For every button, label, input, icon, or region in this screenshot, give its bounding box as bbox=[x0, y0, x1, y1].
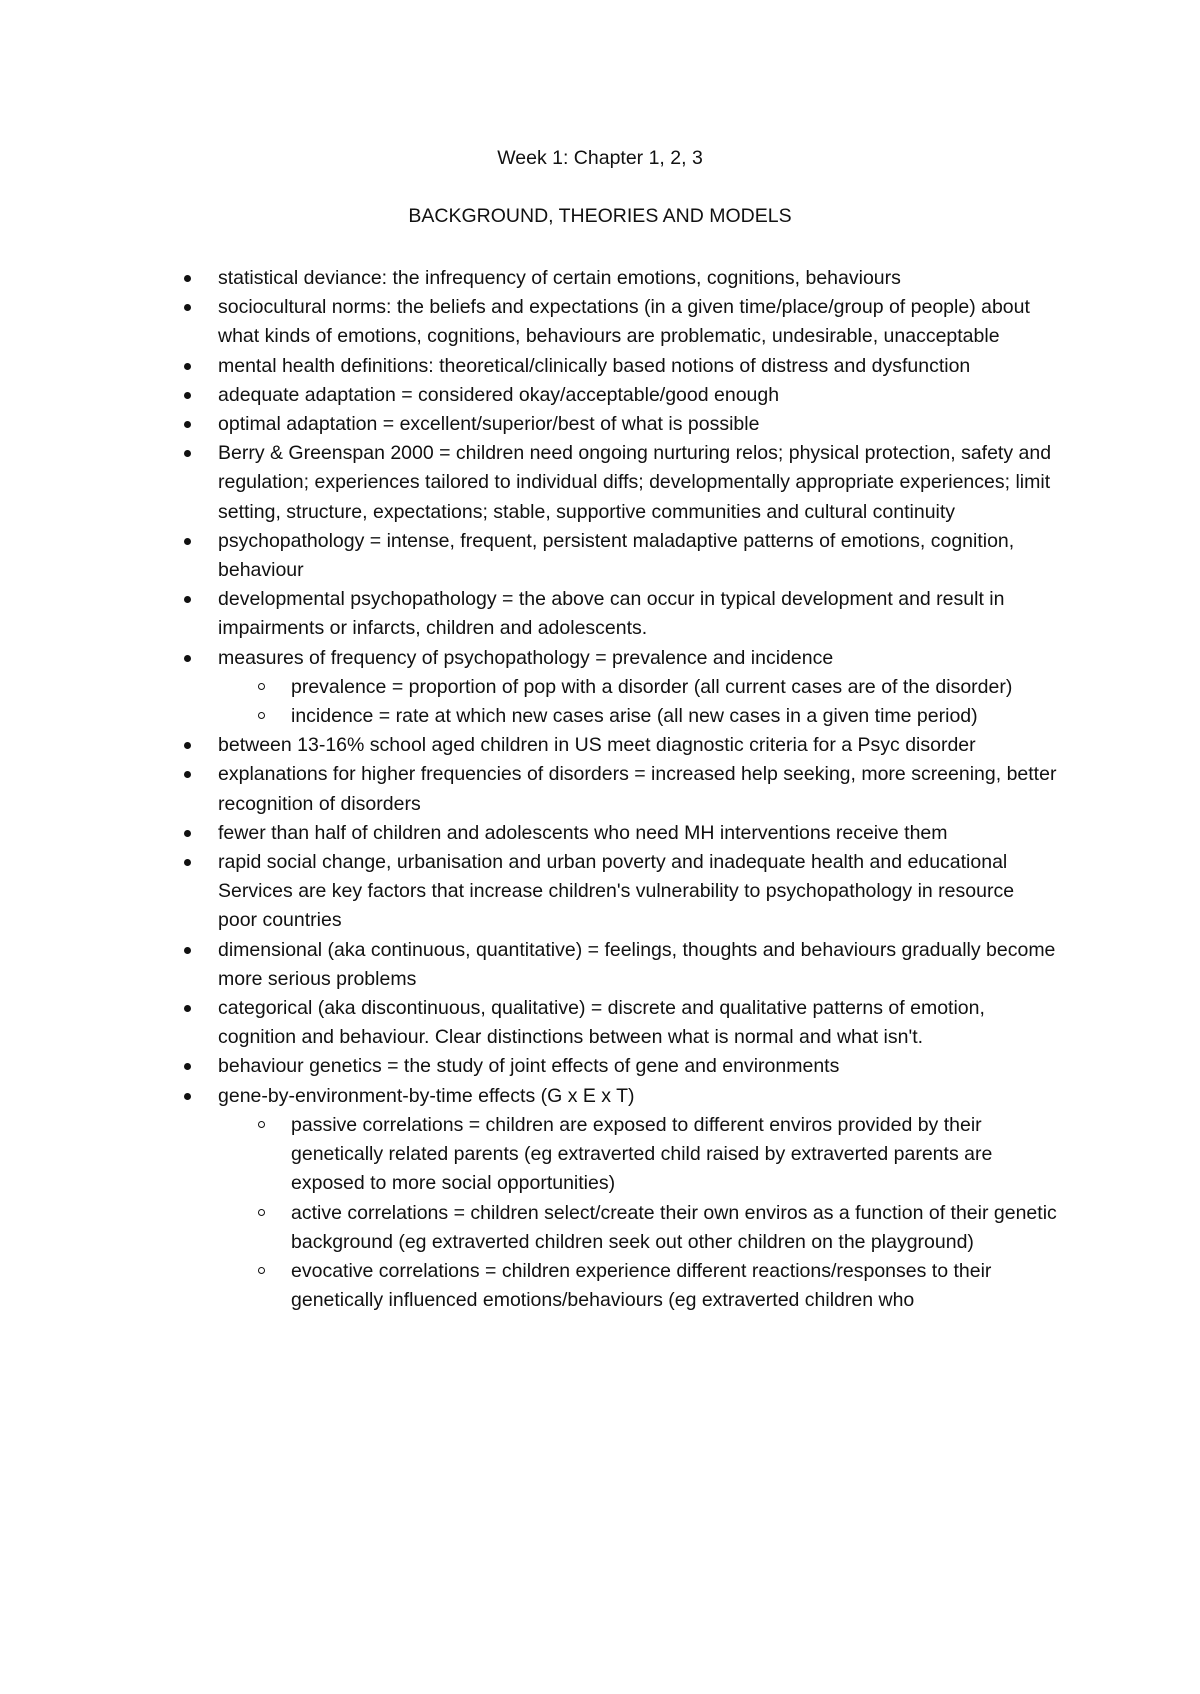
list-item-text: explanations for higher frequencies of disorders = increased help seeking, more screening, better recognition of disorders bbox=[218, 763, 1057, 815]
list-item-text: adequate adaptation = considered okay/acceptable/good enough bbox=[218, 383, 780, 406]
sub-list-item bbox=[291, 1111, 1058, 1199]
bullet-icon bbox=[184, 363, 191, 370]
list-item-text: statistical deviance: the infrequency of certain emotions, cognitions, behaviours bbox=[218, 267, 901, 289]
hollow-bullet-icon bbox=[258, 683, 265, 690]
list-item bbox=[218, 731, 1058, 760]
sub-list-item-text: active correlations = children select/create their own enviros as a function of their genetic background (eg extraverted children seek out other children on the playground) bbox=[291, 1201, 1057, 1253]
sub-list-item bbox=[291, 1199, 1058, 1257]
list-item-text: developmental psychopathology = the above can occur in typical development and result in impairments or infarcts, children and adolescents. bbox=[218, 588, 1005, 640]
bullet-icon bbox=[184, 392, 191, 399]
bullet-icon bbox=[184, 275, 191, 282]
bullet-icon bbox=[184, 830, 191, 837]
bullet-icon bbox=[184, 771, 191, 778]
bullet-icon bbox=[184, 450, 191, 457]
sub-list bbox=[218, 1111, 1058, 1315]
hollow-bullet-icon bbox=[258, 712, 265, 719]
list-item bbox=[218, 819, 1058, 848]
bullet-icon bbox=[184, 742, 191, 749]
list-item-text: psychopathology = intense, frequent, persistent maladaptive patterns of emotions, cognition, behaviour bbox=[218, 529, 1015, 582]
list-item bbox=[218, 936, 1058, 994]
list-item-text: Berry & Greenspan 2000 = children need ongoing nurturing relos; physical protection, safety and regulation; experiences tailored to individual diffs; developmentally appropriate experiences; limit setting, structure, expectations; stable, supportive communities and cultural continuity bbox=[218, 442, 1052, 523]
sub-list-item-text: evocative correlations = children experience different reactions/responses to their genetically influenced emotions/behaviours (eg extraverted children who bbox=[291, 1259, 992, 1312]
bullet-icon bbox=[184, 947, 191, 954]
list-item-text: optimal adaptation = excellent/superior/best of what is possible bbox=[218, 413, 760, 436]
list-item bbox=[218, 848, 1058, 936]
list-item bbox=[218, 264, 1058, 293]
sub-list-item bbox=[291, 702, 1058, 731]
bullet-list bbox=[0, 264, 1058, 1315]
list-item-text: dimensional (aka continuous, quantitative) = feelings, thoughts and behaviours gradually become more serious problems bbox=[218, 938, 1056, 990]
sub-list-item bbox=[291, 1257, 1058, 1315]
list-item-text: rapid social change, urbanisation and urban poverty and inadequate health and educational Services are key factors that increase children's vulnerability to psychopathology in resource poor countries bbox=[218, 851, 1015, 932]
bullet-icon bbox=[184, 655, 191, 662]
list-item bbox=[218, 410, 1058, 439]
list-item bbox=[218, 994, 1058, 1052]
sub-list-item-text: passive correlations = children are exposed to different enviros provided by their genetically related parents (eg extraverted child raised by extraverted parents are exposed to more social opportunities) bbox=[291, 1113, 993, 1195]
list-item-text: between 13-16% school aged children in US meet diagnostic criteria for a Psyc disorder bbox=[218, 734, 976, 757]
bullet-icon bbox=[184, 538, 191, 545]
list-item-text: gene-by-environment-by-time effects (G x E x T) bbox=[218, 1084, 635, 1107]
bullet-icon bbox=[184, 1063, 191, 1070]
list-item-text: sociocultural norms: the beliefs and expectations (in a given time/place/group of people) about what kinds of emotions, cognitions, behaviours are problematic, undesirable, unacceptable bbox=[218, 296, 1030, 348]
bullet-icon bbox=[184, 421, 191, 428]
list-item-text: mental health definitions: theoretical/clinically based notions of distress and dysfunction bbox=[218, 354, 971, 377]
notes-content bbox=[0, 264, 1200, 1315]
list-item-text: measures of frequency of psychopathology = prevalence and incidence bbox=[218, 646, 834, 669]
page-title: Week 1: Chapter 1, 2, 3 bbox=[497, 147, 703, 169]
list-item bbox=[218, 381, 1058, 410]
list-item bbox=[218, 352, 1058, 381]
list-item bbox=[218, 644, 1058, 732]
list-item-text: behaviour genetics = the study of joint effects of gene and environments bbox=[218, 1055, 840, 1078]
bullet-icon bbox=[184, 859, 191, 866]
bullet-icon bbox=[184, 1005, 191, 1012]
hollow-bullet-icon bbox=[258, 1267, 265, 1274]
list-item bbox=[218, 585, 1058, 643]
sub-list bbox=[218, 673, 1058, 731]
list-item-text: categorical (aka discontinuous, qualitative) = discrete and qualitative patterns of emotion, cognition and behaviour. Clear distinctions between what is normal and what isn't. bbox=[218, 997, 985, 1049]
sub-list-item bbox=[291, 673, 1058, 702]
bullet-icon bbox=[184, 304, 191, 311]
list-item bbox=[218, 439, 1058, 527]
list-item bbox=[218, 1052, 1058, 1081]
bullet-icon bbox=[184, 596, 191, 603]
list-item bbox=[218, 1082, 1058, 1316]
list-item bbox=[218, 527, 1058, 585]
bullet-icon bbox=[184, 1093, 191, 1100]
hollow-bullet-icon bbox=[258, 1209, 265, 1216]
hollow-bullet-icon bbox=[258, 1121, 265, 1128]
list-item bbox=[218, 293, 1058, 351]
sub-list-item-text: prevalence = proportion of pop with a disorder (all current cases are of the disorder) bbox=[291, 675, 1013, 698]
section-heading: BACKGROUND, THEORIES AND MODELS bbox=[408, 205, 792, 227]
list-item bbox=[218, 760, 1058, 818]
list-item-text: fewer than half of children and adolescents who need MH interventions receive them bbox=[218, 821, 948, 844]
sub-list-item-text: incidence = rate at which new cases arise (all new cases in a given time period) bbox=[291, 705, 978, 728]
